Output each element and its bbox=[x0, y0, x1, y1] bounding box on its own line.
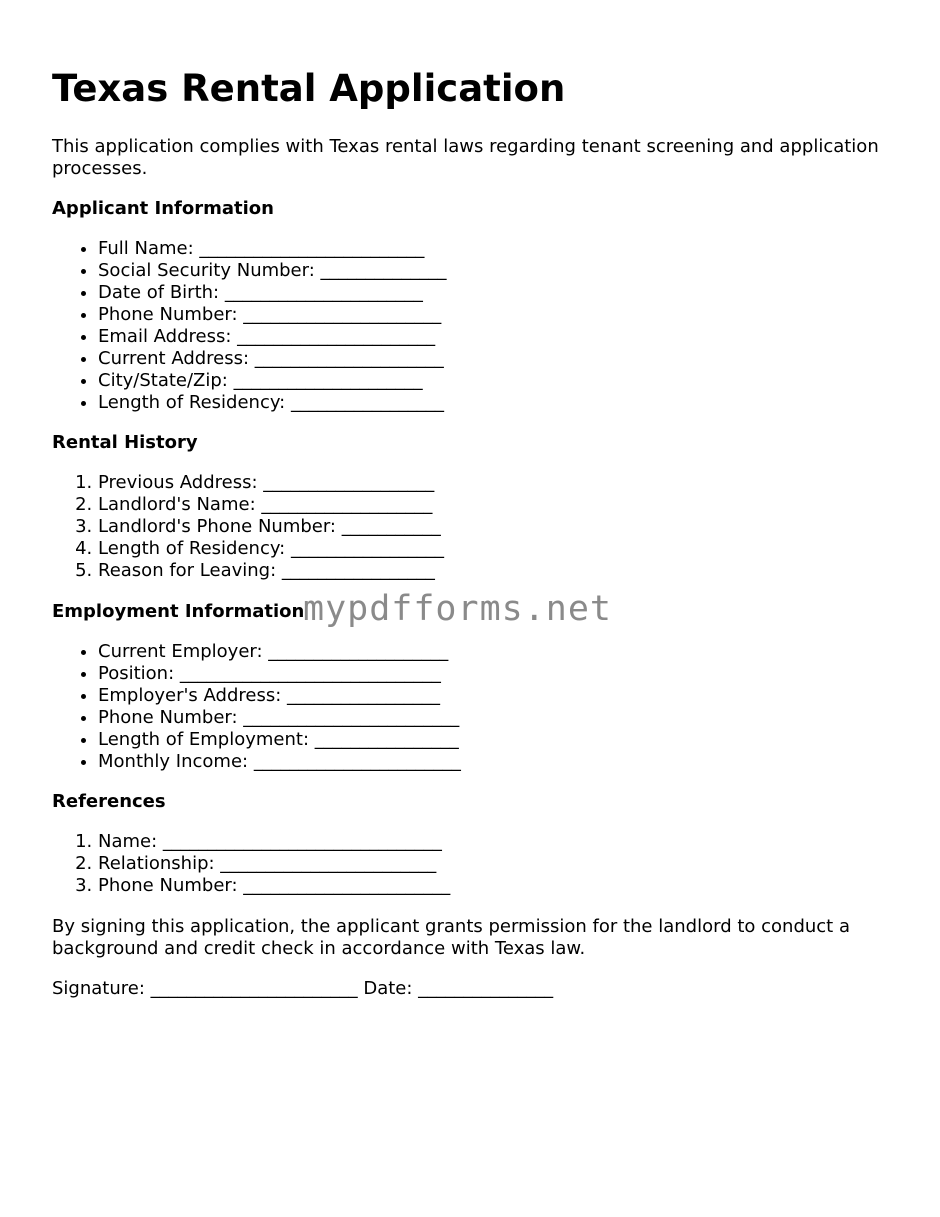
ssn-field: • Social Security Number: ______________ bbox=[98, 260, 447, 282]
watermark: mypdfforms.net bbox=[303, 589, 613, 629]
employer-phone-field: • Phone Number: ________________________ bbox=[98, 707, 461, 729]
references-list bbox=[52, 831, 450, 897]
email-address-field: • Email Address: ______________________ bbox=[98, 326, 447, 348]
reference-phone-field: 3. Phone Number: _______________________ bbox=[98, 875, 450, 897]
length-of-residency-field: • Length of Residency: _________________ bbox=[98, 392, 447, 414]
previous-address-field: 1. Previous Address: ___________________ bbox=[98, 472, 444, 494]
landlord-phone-field: 3. Landlord's Phone Number: ___________ bbox=[98, 516, 444, 538]
reference-name-field: 1. Name: _______________________________ bbox=[98, 831, 450, 853]
reference-relationship-field: 2. Relationship: ________________________ bbox=[98, 853, 450, 875]
date-of-birth-field: • Date of Birth: ______________________ bbox=[98, 282, 447, 304]
date-field: Date: _______________ bbox=[363, 978, 554, 999]
applicant-information-heading: Applicant Information bbox=[52, 198, 274, 219]
current-address-field: • Current Address: _____________________ bbox=[98, 348, 447, 370]
employment-information-heading: Employment Information bbox=[52, 601, 305, 622]
city-state-zip-field: • City/State/Zip: _____________________ bbox=[98, 370, 447, 392]
document-title: Texas Rental Application bbox=[52, 67, 566, 110]
intro-paragraph: This application complies with Texas rental laws regarding tenant screening and application processes. bbox=[52, 136, 879, 179]
full-name-field: • Full Name: _________________________ bbox=[98, 238, 447, 260]
current-employer-field: • Current Employer: ____________________ bbox=[98, 641, 461, 663]
position-field: • Position: _____________________________ bbox=[98, 663, 461, 685]
rental-history-heading: Rental History bbox=[52, 432, 198, 453]
consent-paragraph: By signing this application, the applicant grants permission for the landlord to conduct a background and credit check in accordance with Texas law. bbox=[52, 916, 850, 959]
employer-address-field: • Employer's Address: _________________ bbox=[98, 685, 461, 707]
signature-line bbox=[52, 978, 887, 1000]
rental-history-list bbox=[52, 472, 444, 582]
landlord-name-field: 2. Landlord's Name: ___________________ bbox=[98, 494, 444, 516]
monthly-income-field: • Monthly Income: _______________________ bbox=[98, 751, 461, 773]
length-of-employment-field: • Length of Employment: ________________ bbox=[98, 729, 461, 751]
rental-length-of-residency-field: 4. Length of Residency: _________________ bbox=[98, 538, 444, 560]
reason-for-leaving-field: 5. Reason for Leaving: _________________ bbox=[98, 560, 444, 582]
signature-field: Signature: _______________________ bbox=[52, 978, 358, 999]
phone-number-field: • Phone Number: ______________________ bbox=[98, 304, 447, 326]
employment-information-list bbox=[52, 641, 461, 773]
applicant-information-list bbox=[52, 238, 447, 414]
references-heading: References bbox=[52, 791, 166, 812]
